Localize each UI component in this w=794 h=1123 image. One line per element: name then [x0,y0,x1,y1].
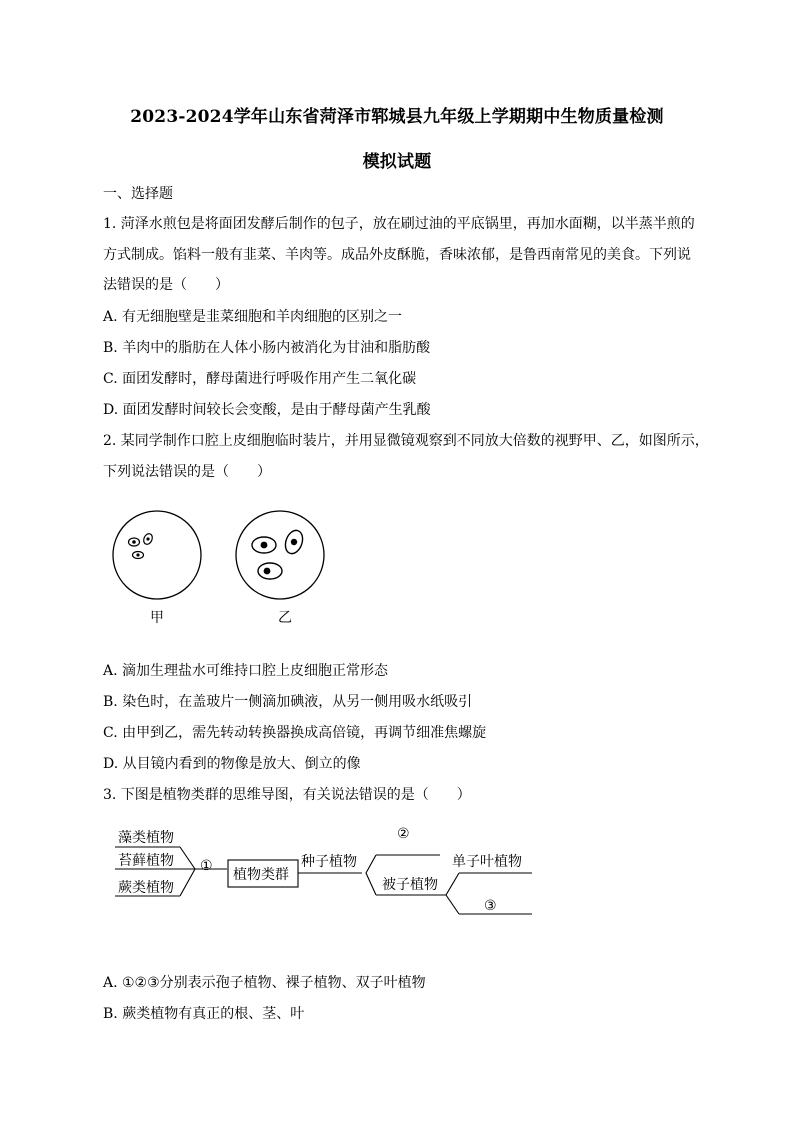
mindmap-fern: 蕨类植物 [118,880,174,896]
mindmap-algae: 藻类植物 [118,830,174,846]
mindmap-mark-2: ② [397,826,410,842]
mindmap-root: 植物类群 [233,867,289,883]
q3-stem-line1: 3. 下图是植物类群的思维导图，有关说法错误的是（ ） [103,787,471,803]
field-yi-nucleus-3 [264,568,271,575]
field-jia-nucleus-3 [136,553,139,556]
q2-option-d: D. 从目镜内看到的物像是放大、倒立的像 [103,756,361,772]
q1-option-d: D. 面团发酵时间较长会变酸，是由于酵母菌产生乳酸 [103,402,431,418]
section-heading: 一、选择题 [103,186,173,202]
q1-option-b: B. 羊肉中的脂肪在人体小肠内被消化为甘油和脂肪酸 [103,340,431,356]
q2-option-c: C. 由甲到乙，需先转动转换器换成高倍镜，再调节细准焦螺旋 [103,725,487,741]
exam-title-line2: 模拟试题 [362,152,432,172]
q2-stem-line2: 下列说法错误的是（ ） [103,464,271,480]
q1-stem-line1: 1. 菏泽水煎包是将面团发酵后制作的包子，放在刷过油的平底锅里，再加水面糊，以半蒸半煎的 [103,216,695,232]
field-jia-label: 甲 [150,610,164,626]
field-jia-nucleus-2 [146,537,149,540]
microscope-fields-figure [100,500,340,635]
q2-stem-line1: 2. 某同学制作口腔上皮细胞临时装片，并用显微镜观察到不同放大倍数的视野甲、乙，如图所示， [103,433,709,449]
mindmap-monocots: 单子叶植物 [452,854,522,870]
mindmap-moss: 苔藓植物 [118,853,174,869]
q2-option-b: B. 染色时，在盖玻片一侧滴加碘液，从另一侧用吸水纸吸引 [103,694,473,710]
field-yi-circle [236,511,324,599]
q3-option-b: B. 蕨类植物有真正的根、茎、叶 [103,1006,305,1022]
q1-option-a: A. 有无细胞壁是韭菜细胞和羊肉细胞的区别之一 [103,309,403,325]
q1-stem-line3: 法错误的是（ ） [103,277,229,293]
field-yi-nucleus-1 [261,542,268,549]
exam-title-line1: 2023-2024学年山东省菏泽市郓城县九年级上学期期中生物质量检测 [130,107,664,127]
q1-stem-line2: 方式制成。馅料一般有韭菜、羊肉等。成品外皮酥脆，香味浓郁，是鲁西南常见的美食。下列说 [103,247,691,263]
plant-groups-mindmap [100,818,540,923]
mindmap-mark-3: ③ [484,898,497,914]
mindmap-mark-1: ① [200,858,213,874]
q1-option-c: C. 面团发酵时，酵母菌进行呼吸作用产生二氧化碳 [103,371,417,387]
field-jia-nucleus-1 [132,540,136,544]
field-yi-nucleus-2 [291,539,297,545]
mindmap-seed-plants: 种子植物 [301,854,357,870]
field-yi-label: 乙 [278,610,292,626]
field-jia-circle [113,511,201,599]
mindmap-angiosperms: 被子植物 [382,877,438,893]
q2-option-a: A. 滴加生理盐水可维持口腔上皮细胞正常形态 [103,663,389,679]
q3-option-a: A. ①②③分别表示孢子植物、裸子植物、双子叶植物 [103,975,426,991]
